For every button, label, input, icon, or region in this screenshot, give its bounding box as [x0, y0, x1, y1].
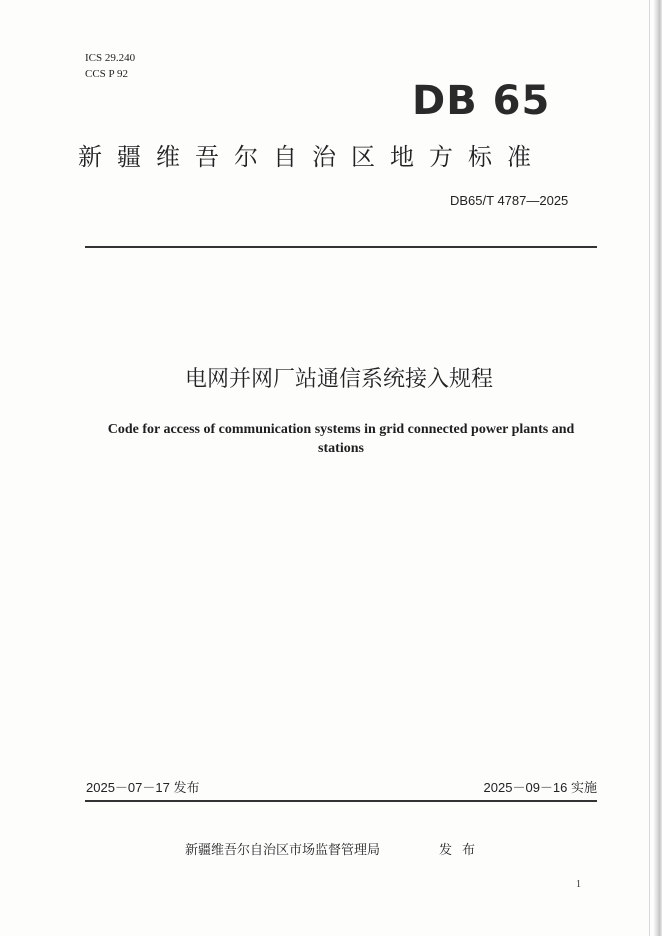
- issuing-authority: 新疆维吾尔自治区市场监督管理局: [185, 843, 381, 858]
- ccs-code: CCS P 92: [85, 68, 129, 80]
- scan-edge-line: [649, 0, 650, 936]
- bottom-divider: [85, 800, 597, 802]
- document-title-chinese: 电网并网厂站通信系统接入规程: [184, 367, 493, 392]
- implementation-date: 2025－09－16 实施: [483, 780, 597, 795]
- scan-edge: [654, 0, 662, 936]
- ics-code: ICS 29.240: [85, 52, 136, 64]
- page-number: 1: [576, 879, 581, 890]
- issuer-action-label: 发布: [439, 843, 486, 858]
- standard-number: DB65/T 4787—2025: [450, 193, 569, 208]
- document-title-english: Code for access of communication systems in grid connected power plants and stations: [107, 422, 575, 456]
- standard-type-heading: 新疆维吾尔自治区地方标准: [78, 143, 546, 171]
- db65-logo: DB 65: [412, 78, 551, 124]
- classification-codes: [85, 50, 135, 82]
- top-divider: [85, 246, 597, 248]
- issue-date: 2025－07－17 发布: [86, 780, 200, 795]
